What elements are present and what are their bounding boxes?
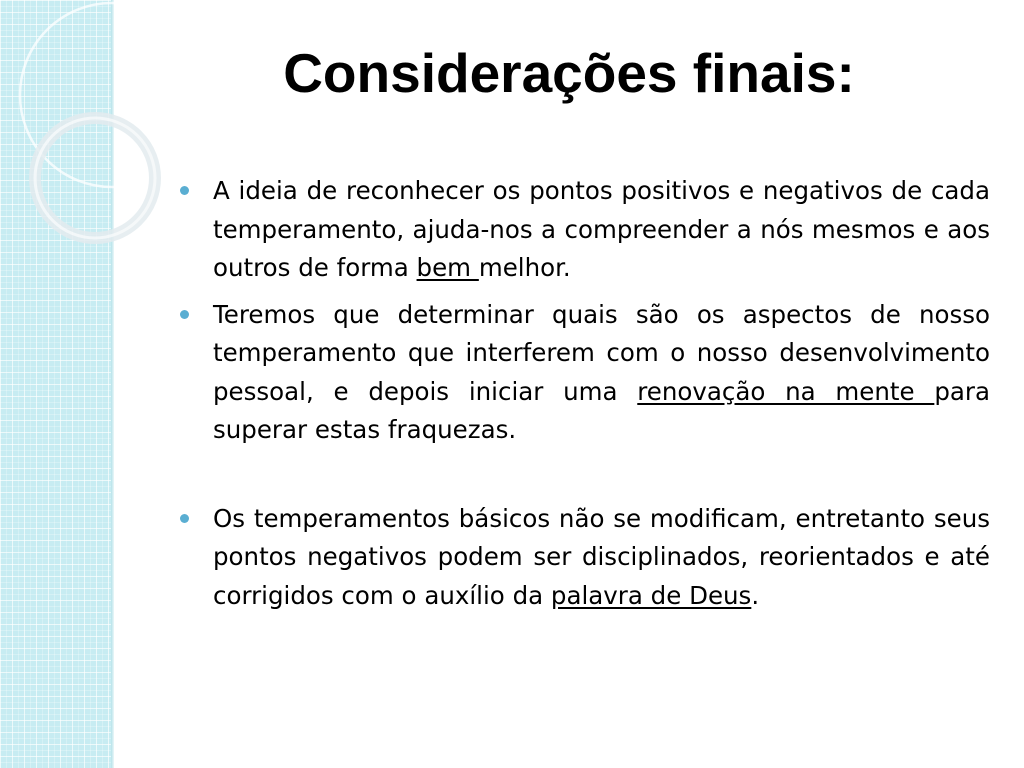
bullet-item xyxy=(180,500,990,616)
bullet-item xyxy=(180,296,990,450)
bullet-dot-icon xyxy=(180,186,189,195)
bullet-text-end: . xyxy=(751,580,760,610)
decorative-rings-icon xyxy=(0,0,130,260)
bullet-text: Teremos que determinar quais são os aspectos de nosso temperamento que interferem com o nosso desenvolvimento pessoal, e depois iniciar uma xyxy=(213,299,990,406)
bullet-dot-icon xyxy=(180,514,189,523)
bullet-text-end: melhor. xyxy=(478,253,571,282)
underlined-text: renovação na mente xyxy=(637,376,935,406)
underlined-text: bem xyxy=(416,253,479,282)
bullet-list xyxy=(180,172,990,615)
bullet-text-end: para superar estas fraquezas. xyxy=(213,376,990,444)
slide-title: Considerações finais: xyxy=(283,42,855,104)
bullet-item xyxy=(180,172,990,288)
underlined-text: palavra de Deus xyxy=(550,580,752,610)
bullet-text: Os temperamentos básicos não se modificam, entretanto seus pontos negativos podem ser disciplinados, reorientados e até corrigidos com o auxílio da xyxy=(213,503,990,610)
small-ring-inner xyxy=(35,118,155,238)
bullet-text: A ideia de reconhecer os pontos positivos e negativos de cada temperamento, ajuda-nos a compreender a nós mesmos e aos outros de forma xyxy=(213,176,990,282)
bullet-dot-icon xyxy=(180,310,189,319)
